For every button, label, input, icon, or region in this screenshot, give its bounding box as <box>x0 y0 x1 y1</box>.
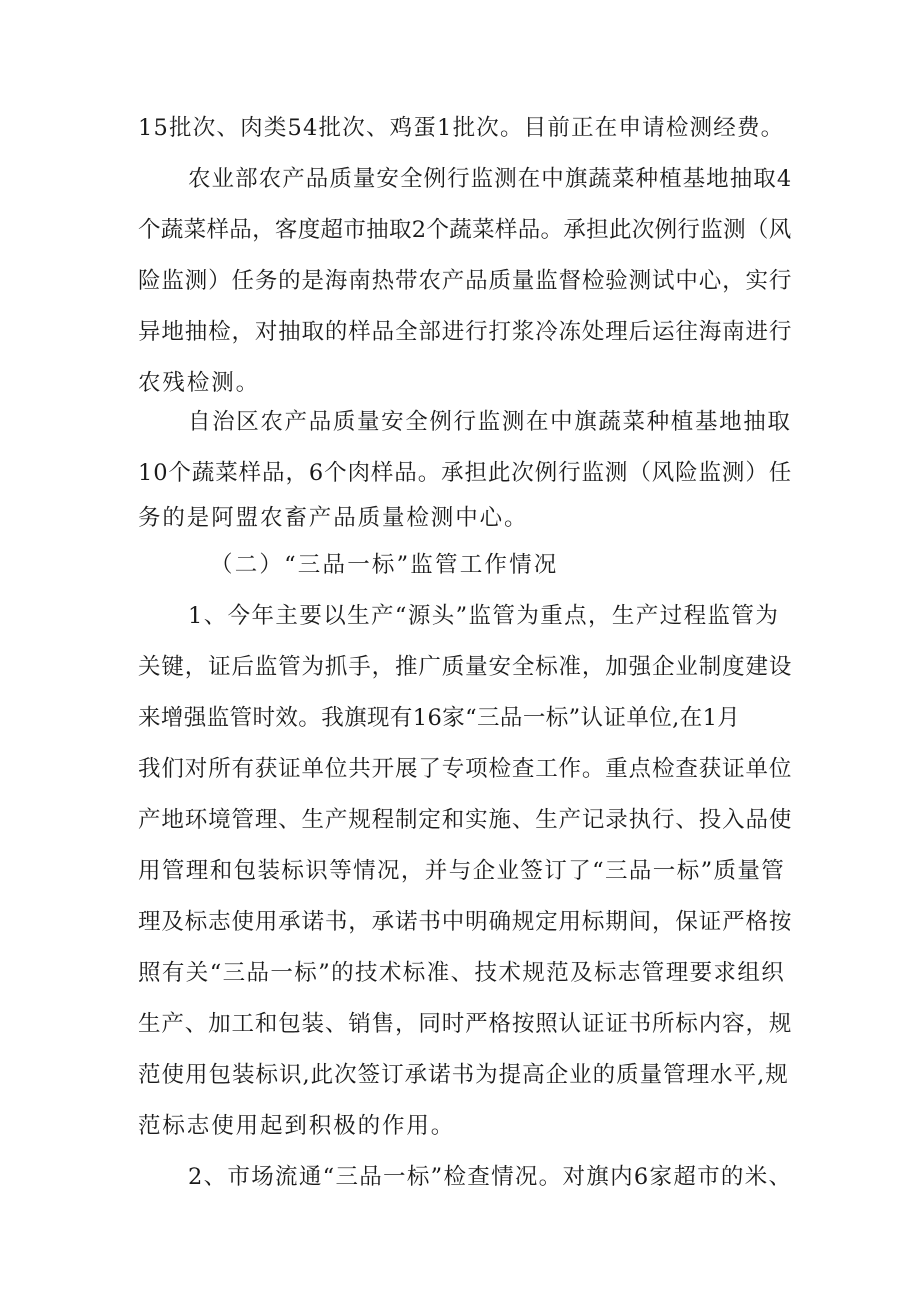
text-line: 10个蔬菜样品，6个肉样品。承担此次例行监测（风险监测）任 <box>138 460 793 486</box>
paragraph-line: 自治区农产品质量安全例行监测在中旗蔬菜种植基地抽取 <box>188 409 792 435</box>
text-line: 15批次、肉类54批次、鸡蛋1批次。目前正在申请检测经费。 <box>138 115 785 141</box>
text-line: 我们对所有获证单位共开展了专项检查工作。重点检查获证单位 <box>138 756 793 782</box>
text-line: 个蔬菜样品，客度超市抽取2个蔬菜样品。承担此次例行监测（风 <box>138 217 792 243</box>
section-heading: （二）“三品一标”监管工作情况 <box>210 552 559 578</box>
paragraph-line: 1、今年主要以生产“源头”监管为重点，生产过程监管为 <box>188 603 780 629</box>
text-line: 生产、加工和包装、销售，同时严格按照认证证书所标内容，规 <box>138 1011 793 1037</box>
paragraph-line: 2、市场流通“三品一标”检查情况。对旗内6家超市的米、 <box>188 1164 793 1190</box>
text-line: 务的是阿盟农畜产品质量检测中心。 <box>138 505 529 531</box>
text-line: 关键，证后监管为抓手，推广质量安全标准，加强企业制度建设 <box>138 654 793 680</box>
text-line: 用管理和包装标识等情况，并与企业签订了“三品一标”质量管 <box>138 858 786 884</box>
text-line: 照有关“三品一标”的技术标准、技术规范及标志管理要求组织 <box>138 960 786 986</box>
text-line: 险监测）任务的是海南热带农产品质量监督检验测试中心，实行 <box>138 268 793 294</box>
text-line: 范标志使用起到积极的作用。 <box>138 1113 456 1139</box>
text-line: 来增强监管时效。我旗现有16家“三品一标”认证单位,在1月 <box>138 705 741 731</box>
text-line: 产地环境管理、生产规程制定和实施、生产记录执行、投入品使 <box>138 807 793 833</box>
text-line: 异地抽检，对抽取的样品全部进行打浆冷冻处理后运往海南进行 <box>138 319 793 345</box>
text-line: 范使用包装标识,此次签订承诺书为提高企业的质量管理水平,规 <box>138 1062 789 1088</box>
text-line: 农残检测。 <box>138 370 261 396</box>
paragraph-line: 农业部农产品质量安全例行监测在中旗蔬菜种植基地抽取4 <box>188 166 793 192</box>
text-line: 理及标志使用承诺书，承诺书中明确规定用标期间，保证严格按 <box>138 909 793 935</box>
